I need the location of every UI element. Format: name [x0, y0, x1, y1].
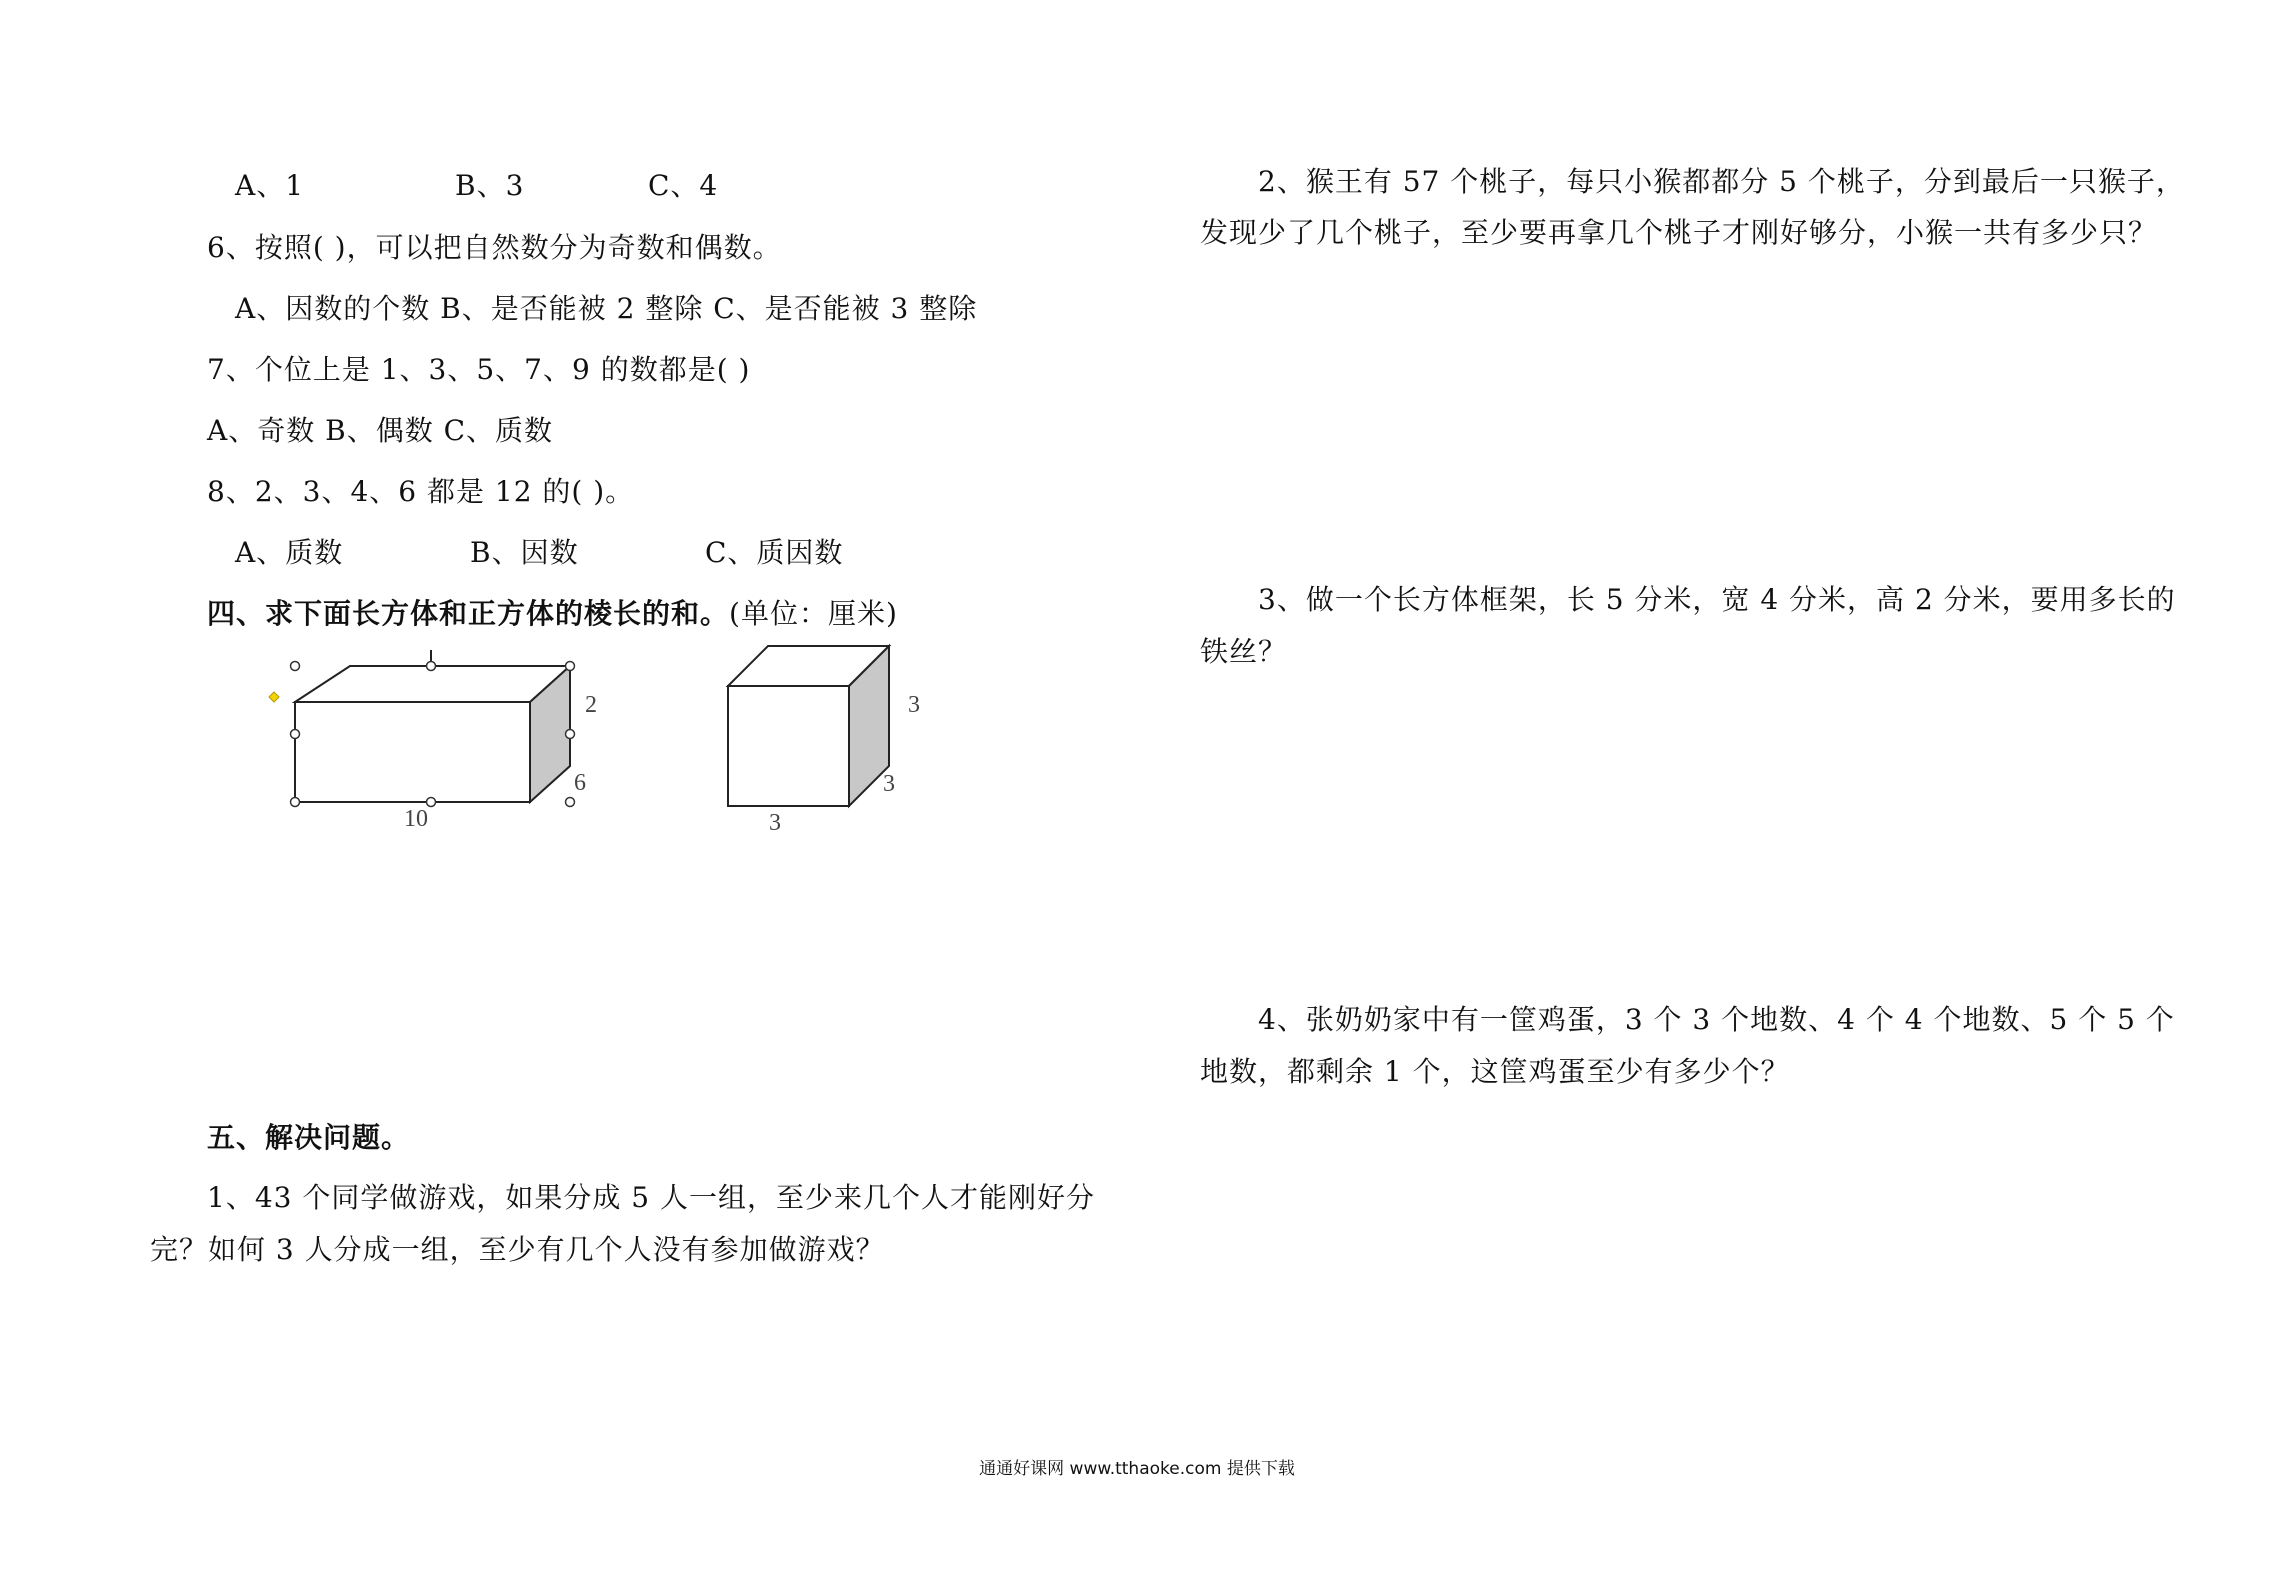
- cuboid-front-face: [295, 702, 530, 802]
- q8-option-a: A、质数: [235, 536, 344, 569]
- cuboid-figure: [260, 650, 640, 840]
- footer-credit: 通通好课网 www.tthaoke.com 提供下载: [979, 1459, 1295, 1479]
- q7-options: A、奇数 B、偶数 C、质数: [207, 414, 554, 447]
- section4-heading: [207, 594, 898, 634]
- right-q2-line2: 发现少了几个桃子，至少要再拿几个桃子才刚好够分，小猴一共有多少只？: [1200, 216, 2158, 249]
- q6-stem: 6、按照( )，可以把自然数分为奇数和偶数。: [207, 231, 782, 264]
- cube-side-label: 3: [908, 692, 920, 718]
- right-q3-line1: 3、做一个长方体框架，长 5 分米，宽 4 分米，高 2 分米，要用多长的: [1258, 583, 2176, 616]
- cuboid-width-label: 6: [574, 770, 586, 796]
- cube-bottom-label: 3: [769, 810, 781, 836]
- q7-stem: 7、个位上是 1、3、5、7、9 的数都是( ): [207, 353, 751, 386]
- cuboid-length-label: 10: [404, 806, 428, 832]
- q6-options: A、因数的个数 B、是否能被 2 整除 C、是否能被 3 整除: [235, 292, 978, 325]
- q5-option-a: A、1: [235, 169, 305, 202]
- q5-option-c: C、4: [648, 169, 719, 202]
- section4-title: 四、求下面长方体和正方体的棱长的和。: [207, 597, 730, 630]
- cube-depth-label: 3: [883, 771, 895, 797]
- section5-q1-line2: 完？如何 3 人分成一组，至少有几个人没有参加做游戏？: [150, 1233, 885, 1266]
- right-q2-line1: 2、猴王有 57 个桃子，每只小猴都都分 5 个桃子，分到最后一只猴子，: [1258, 165, 2185, 198]
- q8-stem: 8、2、3、4、6 都是 12 的( )。: [207, 475, 635, 508]
- section5-title: 五、解决问题。: [207, 1121, 411, 1154]
- section4-unit: (单位：厘米): [729, 597, 898, 630]
- q8-option-b: B、因数: [470, 536, 579, 569]
- right-q4-line2: 地数，都剩余 1 个，这筐鸡蛋至少有多少个？: [1200, 1055, 1790, 1088]
- cuboid-height-label: 2: [585, 692, 597, 718]
- q8-option-c: C、质因数: [705, 536, 844, 569]
- right-q3-line2: 铁丝？: [1200, 635, 1288, 668]
- q5-option-b: B、3: [455, 169, 525, 202]
- cube-front-face: [728, 686, 849, 806]
- right-q4-line1: 4、张奶奶家中有一筐鸡蛋，3 个 3 个地数、4 个 4 个地数、5 个 5 个: [1258, 1003, 2175, 1036]
- cube-figure: [720, 640, 940, 840]
- section5-q1-line1: 1、43 个同学做游戏，如果分成 5 人一组，至少来几个人才能刚好分: [207, 1181, 1095, 1214]
- cuboid-top-face: [295, 666, 570, 702]
- adjust-handle-icon: [269, 692, 279, 702]
